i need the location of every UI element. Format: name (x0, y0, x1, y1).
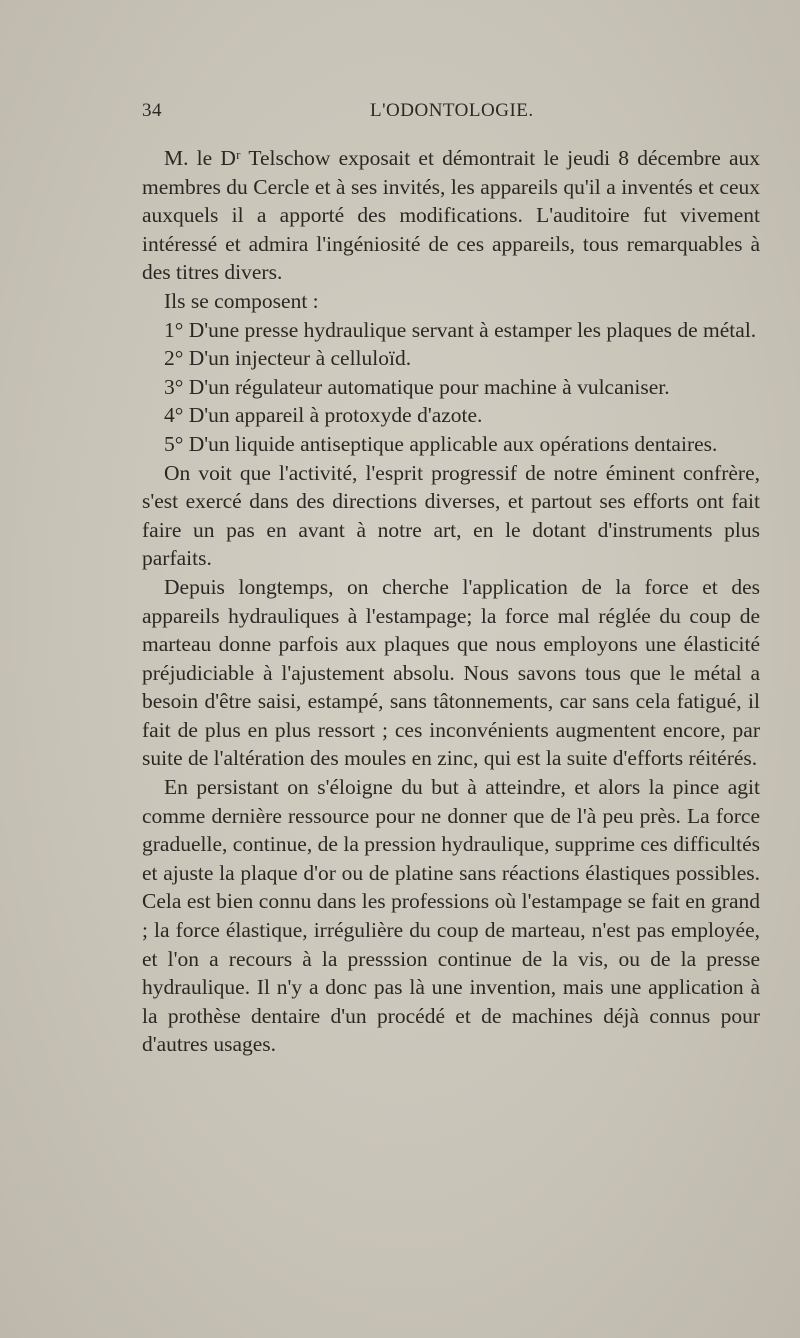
list-item: 3° D'un régulateur automatique pour machine à vulcaniser. (164, 374, 670, 399)
list-item: 2° D'un injecteur à celluloïd. (164, 346, 412, 371)
paragraph-pressure: En persistant on s'éloigne du but à atteindre, et alors la pince agit comme dernière ressource pour ne donner que de l'à peu près. La force graduelle, continue, de la pression hydraulique, supprime ces difficultés et ajuste la plaque d'or ou de platine sans réactions élastiques possibles. Cela est bien connu dans les professions où l'estampage se fait en grand ; la force élastique, irrégulière du coup de marteau, n'est pas employée, et l'on a recours à la presssion continue de la vis, ou de la presse hydraulique. Il n'y a donc pas là une invention, mais une application à la prothèse dentaire d'un procédé et de machines déjà connus pour d'autres usages. (142, 775, 760, 1057)
page-header (142, 100, 622, 128)
paragraph-composition: Ils se composent : (164, 288, 319, 313)
paragraph-intro: M. le Dʳ Telschow exposait et démontrait le jeudi 8 décembre aux membres du Cercle et à ses invités, les appareils qu'il a inventés et ceux auxquels il a apporté des modifications. L'auditoire fut vivement intéressé et admira l'ingéniosité de ces appareils, tous remarquables à des titres divers. (142, 146, 760, 285)
running-title: L'ODONTOLOGIE. (370, 100, 534, 121)
body-text (142, 144, 760, 1059)
list-item: 5° D'un liquide antiseptique applicable aux opérations dentaires. (164, 431, 718, 456)
paragraph-hydraulic: Depuis longtemps, on cherche l'application de la force et des appareils hydrauliques à l'estampage; la force mal réglée du coup de marteau donne parfois aux plaques que nous employons une élasticité préjudiciable à l'ajustement absolu. Nous savons tous que le métal a besoin d'être saisi, estampé, sans tâtonnements, car sans cela fatigué, il fait de plus en plus ressort ; ces inconvénients augmentent encore, par suite de l'altération des moules en zinc, qui est la suite d'efforts réitérés. (142, 574, 760, 771)
page-number: 34 (142, 100, 162, 121)
list-item: 1° D'une presse hydraulique servant à estamper les plaques de métal. (164, 317, 757, 342)
paragraph-activity: On voit que l'activité, l'esprit progressif de notre éminent confrère, s'est exercé dans des directions diverses, et partout ses efforts ont fait faire un pas en avant à notre art, en le dotant d'instruments plus parfaits. (142, 460, 760, 571)
list-item: 4° D'un appareil à protoxyde d'azote. (164, 403, 483, 428)
